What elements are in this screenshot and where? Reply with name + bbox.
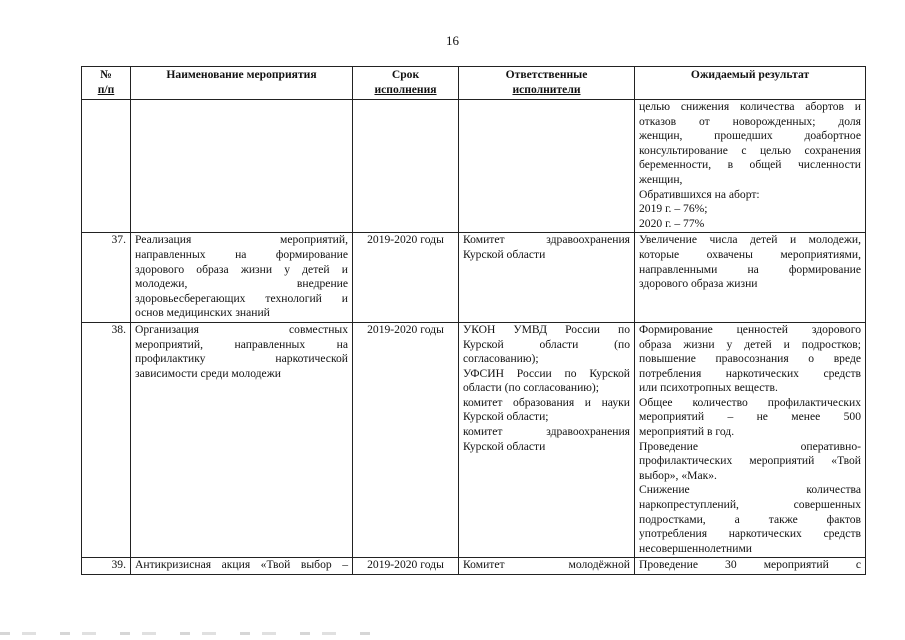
resp-line: Комитет молодёжной	[463, 558, 630, 572]
result-line: наркопреступлений, совершенных	[639, 498, 861, 512]
responsible-cell	[459, 322, 635, 558]
result-line: или психотропных веществ.	[639, 381, 778, 395]
result-line: Проведение оперативно-	[639, 439, 861, 453]
result-line: целью снижения количества абортов и	[639, 100, 861, 113]
row-number: 37.	[82, 233, 131, 323]
table-row-39	[82, 558, 866, 575]
resp-line: Курской области;	[463, 410, 549, 424]
header-result	[635, 67, 866, 100]
result-line: повышение правосознания о вреде	[639, 352, 861, 366]
term-cell: 2019-2020 годы	[353, 233, 459, 323]
result-line: 2020 г. – 77%	[639, 216, 705, 230]
name-line: Организация совместных	[135, 322, 348, 336]
result-line: которые охвачены мероприятиями,	[639, 247, 861, 261]
term-cell: 2019-2020 годы	[353, 558, 459, 575]
resp-line: УФСИН России по Курской	[463, 366, 630, 380]
result-cell	[635, 233, 866, 323]
result-line: Общее количество профилактических	[639, 395, 861, 409]
result-line: Проведение 30 мероприятий с	[639, 558, 861, 572]
plan-table	[81, 66, 866, 575]
header-result-text: Ожидаемый результат	[690, 68, 810, 81]
header-responsible-line2: исполнители	[512, 82, 581, 96]
cont-result-cell	[635, 100, 866, 233]
name-line: направленных на формирование	[135, 247, 348, 261]
header-number	[82, 67, 131, 100]
resp-line: Курской области	[463, 439, 546, 453]
resp-line: Комитет здравоохранения	[463, 233, 630, 247]
result-line: Формирование ценностей здорового	[639, 322, 861, 336]
row-number: 39.	[82, 558, 131, 575]
cont-name-cell	[131, 100, 353, 233]
result-line: консультирование с целью сохранения	[639, 143, 861, 157]
name-line: здоровьесберегающих технологий и	[135, 291, 348, 305]
result-line: Обратившихся на аборт:	[639, 187, 760, 201]
resp-line: Курской области	[463, 247, 546, 261]
result-line: подростками, а также фактов	[639, 512, 861, 526]
activity-name-cell	[131, 558, 353, 575]
header-term-line2: исполнения	[374, 82, 437, 96]
name-line: зависимости среди молодежи	[135, 366, 281, 380]
result-line: профилактических мероприятий «Твой	[639, 454, 861, 468]
result-line: выбор», «Мак».	[639, 468, 717, 482]
result-line: беременности, в общей численности	[639, 158, 861, 172]
resp-line: согласованию);	[463, 352, 539, 366]
table-row-38	[82, 322, 866, 558]
result-cell	[635, 322, 866, 558]
header-term	[353, 67, 459, 100]
resp-line: УКОН УМВД России по	[463, 322, 630, 336]
name-line: мероприятий, направленных на	[135, 337, 348, 351]
result-line: мероприятий – не менее 500	[639, 410, 861, 424]
header-responsible-line1: Ответственные	[505, 68, 588, 81]
result-line: Увеличение числа детей и молодежи,	[639, 233, 861, 247]
result-line: Снижение количества	[639, 483, 861, 497]
header-term-line1: Срок	[391, 68, 420, 81]
table-row-37	[82, 233, 866, 323]
result-line: несовершеннолетними	[639, 541, 753, 555]
result-line: направленными на формирование	[639, 262, 861, 276]
result-line: 2019 г. – 76%;	[639, 202, 708, 216]
cont-term-cell	[353, 100, 459, 233]
cont-num-cell	[82, 100, 131, 233]
name-line: здорового образа жизни у детей и	[135, 262, 348, 276]
responsible-cell	[459, 233, 635, 323]
resp-line: области (по согласованию);	[463, 381, 600, 395]
header-name-text: Наименование мероприятия	[166, 68, 317, 81]
name-line: профилактику наркотической	[135, 352, 348, 366]
name-line: молодежи, внедрение	[135, 277, 348, 291]
result-line: здорового образа жизни	[639, 277, 758, 291]
scan-artifact	[0, 632, 370, 635]
result-line: употребления наркотических средств	[639, 527, 861, 541]
result-line: мероприятий в год.	[639, 425, 735, 439]
page-number: 16	[446, 33, 459, 48]
result-line: потребления наркотических средств	[639, 366, 861, 380]
result-cell	[635, 558, 866, 575]
resp-line: комитет здравоохранения	[463, 425, 630, 439]
table-row-continuation	[82, 100, 866, 233]
header-responsible	[459, 67, 635, 100]
name-line: основ медицинских знаний	[135, 306, 270, 320]
name-line: Реализация мероприятий,	[135, 233, 348, 247]
responsible-cell	[459, 558, 635, 575]
name-line: Антикризисная акция «Твой выбор –	[135, 558, 348, 572]
cont-resp-cell	[459, 100, 635, 233]
result-line: отказов от новорожденных; доля	[639, 114, 861, 128]
header-number-line1: №	[100, 68, 112, 81]
activity-name-cell	[131, 233, 353, 323]
table-header-row	[82, 67, 866, 100]
resp-line: комитет образования и науки	[463, 395, 630, 409]
header-number-line2: п/п	[97, 82, 115, 96]
row-number: 38.	[82, 322, 131, 558]
result-line: образа жизни у детей и подростков;	[639, 337, 861, 351]
activity-name-cell	[131, 322, 353, 558]
result-line: женщин,	[639, 172, 683, 186]
term-cell: 2019-2020 годы	[353, 322, 459, 558]
resp-line: Курской области (по	[463, 337, 630, 351]
header-name	[131, 67, 353, 100]
result-line: женщин, прошедших доабортное	[639, 129, 861, 143]
